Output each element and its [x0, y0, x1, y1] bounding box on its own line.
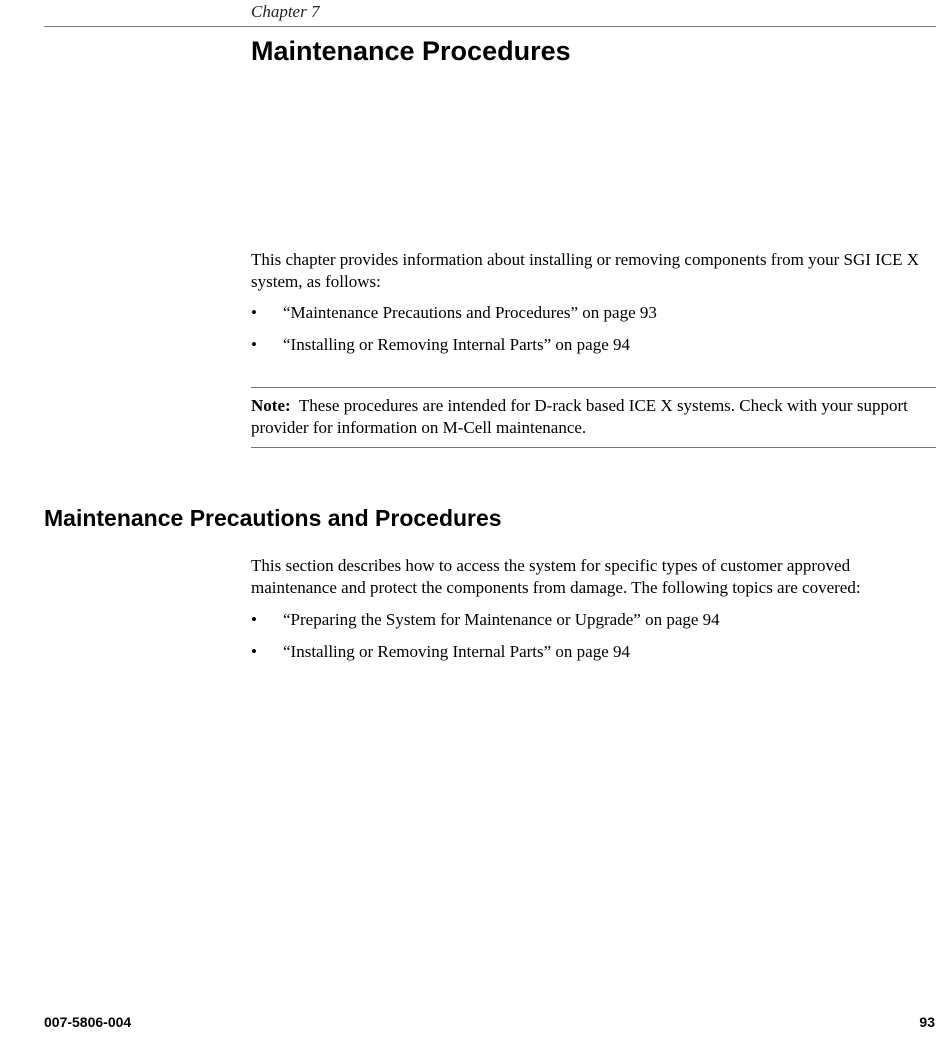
intro-paragraph: This chapter provides information about installing or removing components from your SGI ICE X system, as follows: [251, 250, 920, 291]
chapter-label: Chapter 7 [251, 2, 320, 21]
footer-doc-number: 007-5806-004 [44, 1014, 132, 1030]
bullet-icon: • [251, 642, 257, 661]
topic-link-internal-parts[interactable]: “Installing or Removing Internal Parts” on page 94 [283, 642, 630, 661]
section-title: Maintenance Precautions and Procedures [44, 505, 502, 531]
topic-link-preparing-system[interactable]: “Preparing the System for Maintenance or Upgrade” on page 94 [283, 610, 720, 629]
list-item [251, 302, 931, 334]
footer-page-number: 93 [919, 1014, 935, 1030]
note-text [251, 395, 936, 439]
note-label: Note: [251, 396, 291, 415]
list-item [251, 641, 931, 673]
list-item [251, 334, 931, 366]
intro-topic-list [251, 302, 931, 366]
section-topic-list [251, 609, 931, 673]
note-body: These procedures are intended for D-rack based ICE X systems. Check with your support provider for information on M-Cell maintenance. [251, 396, 908, 437]
bullet-icon: • [251, 303, 257, 322]
section-paragraph: This section describes how to access the system for specific types of customer approved maintenance and protect the components from damage. The following topics are covered: [251, 556, 861, 597]
chapter-title: Maintenance Procedures [251, 36, 571, 66]
topic-link-maintenance-precautions[interactable]: “Maintenance Precautions and Procedures” on page 93 [283, 303, 657, 322]
topic-link-internal-parts[interactable]: “Installing or Removing Internal Parts” on page 94 [283, 335, 630, 354]
header-rule [44, 26, 936, 27]
list-item [251, 609, 931, 641]
bullet-icon: • [251, 610, 257, 629]
note-box [251, 387, 936, 448]
bullet-icon: • [251, 335, 257, 354]
